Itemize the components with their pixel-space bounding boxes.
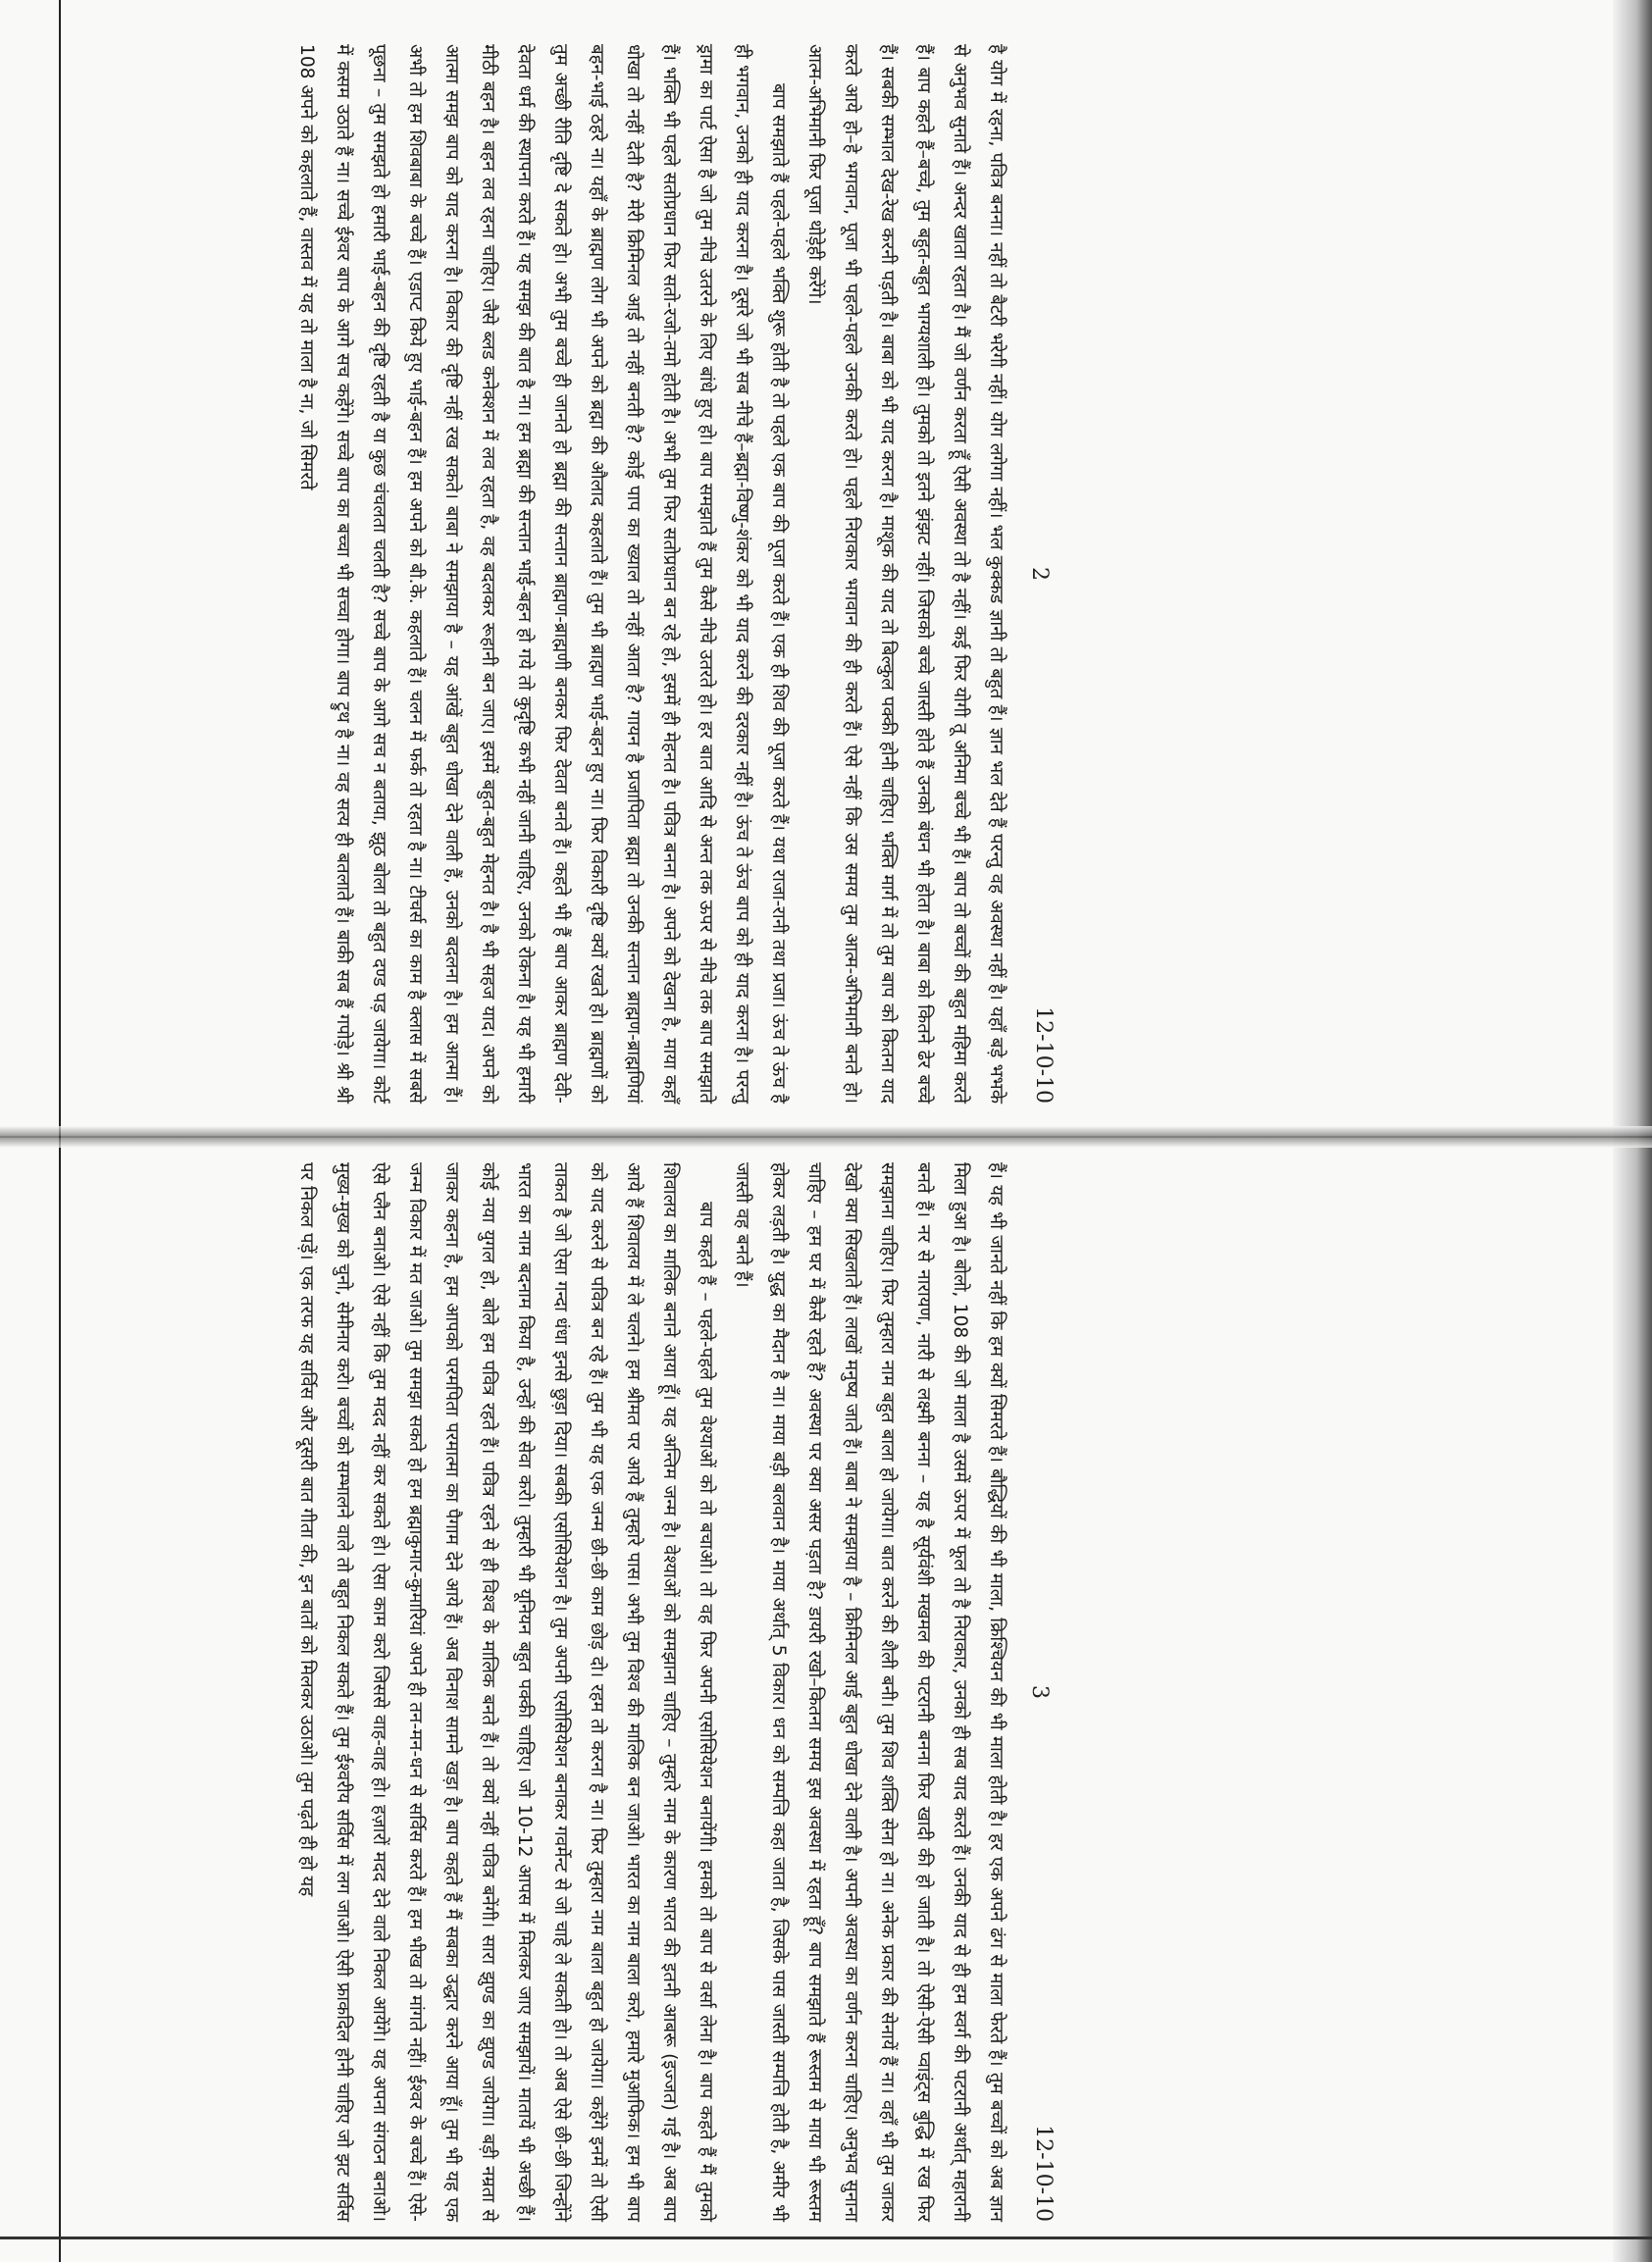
paragraph: बाप कहते हैं – पहले-पहले तुम वेश्याओं को तो बचाओ। तो वह फिर अपनी एसोसियेशन बनायेंगी। हमको तो बाप से वर्सा लेना है। बाप कहते हैं मैं तुमको शिवालय का मालिक बनाने आया हूँ। यह अन्तिम जन्म है। वेश्याओं को समझाना चाहिए – तुम्हारे नाम के कारण भारत की इतनी आबरू (इज्जत) गई है। अब बाप आये हैं शिवालय में ले चलने। हम श्रीमत पर आये हैं तुम्हारे पास। अभी तुम विश्व की मालिक बन जाओ। भारत का नाम बाला करो, हमारे मुआफिक। हम भी बाप को याद करने से पवित्र बन रहे हैं। तुम भी यह एक जन्म छी-छी काम छोड़ दो। रहम तो करना है ना। फिर तुम्हारा नाम बाला बहुत हो जायेगा। कहेंगे इनमें तो ऐसी ताकत है जो ऐसा गन्दा धंधा इनसे छुड़ा दिया। सबकी एसोसियेशन है। तुम अपनी एसोसियेशन बनाकर गवर्मेन्ट से जो चाहे ले सकती हो। तो अब ऐसे छी-छी जिन्होंने भारत का नाम बदनाम किया है, उन्हों की सेवा करो। तुम्हारी भी यूनियन बहुत पक्की चाहिए। जो 10-12 आपस में मिलकर जाए समझायें। मातायें भी अच्छी हैं। कोई नया युगल हो, बोले हम पवित्र रहते हैं। पवित्र रहने से ही विश्व के मालिक बनते हैं। तो क्यों नहीं पवित्र बनेंगी। सारा झुण्ड का झुण्ड जायेगा। बड़ी नम्रता से जाकर कहना है, हम आपको परमपिता परमात्मा का पैगाम देने आये हैं। अब विनाश सामने खड़ा है। बाप कहते हैं मैं सबका उद्धार करने आया हूँ। तुम भी यह एक जन्म विकार में मत जाओ। तुम समझा सकते हो हम ब्रह्माकुमार-कुमारियां अपने ही तन-मन-धन से सर्विस करते हैं। हम भीख तो मांगते नहीं। ईश्वर के बच्चे हैं। ऐसे-ऐसे प्लैन बनाओ। ऐसे नहीं कि तुम मदद नहीं कर सकते हो। ऐसा काम करो जिससे वाह-वाह हो। हज़ारों मदद देने वाले निकल आयेंगे। यह अपना संगठन बनाओ। मुख्य-मुख्य को चुनो, सेमीनार करो। बच्चों को सम्भालने वाले तो बहुत निकल सकते हैं। तुम ईश्वरीय सर्विस में लग जाओ। ऐसी फ्राकदिल होनी चाहिए जो झट सर्विस पर निकल पड़ें। एक तरफ यह सर्विस और दूसरी बात गीता की, इन बातों को मिलकर उठाओ। तुम पढ़ते ही हो यह — [296, 1162, 716, 2222]
page-body — [0, 44, 1014, 1104]
page-date: 12-10-10 — [1031, 2125, 1056, 2222]
page-body — [0, 1162, 1014, 2222]
page-2 — [0, 25, 1069, 1123]
paragraph: बाप समझाते हैं पहले-पहले भक्ति शुरू होती है तो पहले एक बाप की पूजा करते हैं। एक ही शिव की पूजा करते हैं। यथा राजा-रानी तथा प्रजा। ऊंच ते ऊंच है ही भगवान, उनको ही याद करना है। दूसरे जो भी सब नीचे हैं–ब्रह्मा-विष्णु-शंकर को भी याद करने की दरकार नहीं है। ऊंच ते ऊंच बाप को ही याद करना है। परन्तु ड्रामा का पार्ट ऐसा है जो तुम नीचे उतरने के लिए बांधे हुए हो। बाप समझाते हैं तुम कैसे नीचे उतरते हो। हर बात आदि से अन्त तक ऊपर से नीचे तक बाप समझाते हैं। भक्ति भी पहले सतोप्रधान फिर सतो-रजो-तमो होती है। अभी तुम फिर सतोप्रधान बन रहे हो, इसमें ही मेहनत है। पवित्र बनना है। अपने को देखना है, माया कहाँ धोखा तो नहीं देती है? मेरी क्रिमिनल आई तो नहीं बनती है? कोई पाप का ख्याल तो नहीं आता है? गायन है प्रजापिता ब्रह्मा तो उनकी सन्तान ब्राह्मण-ब्राह्मणियां बहन-भाई ठहरे ना। यहाँ के ब्राह्मण लोग भी अपने को ब्रह्मा की औलाद कहलाते हैं। तुम भी ब्राह्मण भाई-बहन हुए ना। फिर विकारी दृष्टि क्यों रखते हो। ब्राह्मणों को तुम अच्छी रीति दृष्टि दे सकते हो। अभी तुम बच्चे ही जानते हो ब्रह्मा की सन्तान ब्राह्मण-ब्राह्मणी बनकर फिर देवता बनते हैं। कहते भी हैं बाप आकर ब्राह्मण देवी-देवता धर्म की स्थापना करते हैं। यह समझ की बात है ना। हम ब्रह्मा की सन्तान भाई-बहन हो गये तो कुदृष्टि कभी नहीं जानी चाहिए, उनको रोकना है। यह भी हमारी मीठी बहन है। बहन लव रहना चाहिए। जैसे ब्लड कनेक्शन में लव रहता है, वह बदलकर रूहानी बन जाए। इसमें बहुत-बहुत मेहनत है। है भी सहज याद। अपने को आत्मा समझ बाप को याद करना है। विकार की दृष्टि नहीं रख सकते। बाबा ने समझाया है – यह आंखें बहुत धोखा देने वाली हैं, उनको बदलना है। हम आत्मा हैं। अभी तो हम शिवबाबा के बच्चे हैं। एडाप्ट किये हुए भाई-बहन हैं। हम अपने को बी.के. कहलाते हैं। चलन में फर्क तो रहता है ना। टीचर्स का काम है क्लास में सबसे पूछना – तुम समझते हो हमारी भाई-बहन की दृष्टि रहती है या कुछ चंचलता चलती है? सच्चे बाप के आगे सच न बताया, झूठ बोला तो बहुत दण्ड पड़ जायेगा। कोर्ट में कसम उठाते हैं ना। सच्चे ईश्वर बाप के आगे सच कहेंगे। सच्चे बाप का बच्चा भी सच्चा होगा। बाप ट्रुथ है ना। वह सत्य ही बतलाते हैं। बाकी सब हैं गपोड़े। श्री श्री 108 अपने को कहलाते हैं, वास्तव में यह तो माला है ना, जो सिमरते — [296, 44, 789, 1104]
paragraph: हैं। यह भी जानते नहीं कि हम क्यों सिमरते हैं। बौद्धियों की भी माला, क्रिश्चियन की भी माला होती है। हर एक अपने ढंग से माला फेरते हैं। तुम बच्चों को अब ज्ञान मिला हुआ है। बोलो, 108 की जो माला है उसमें ऊपर में फूल तो है निराकार, उनको ही सब याद करते हैं। उनकी याद से ही हम स्वर्ग की पटरानी अर्थात् महारानी बनते हैं। नर से नारायण, नारी से लक्ष्मी बनना – यह है सूर्यवंशी मखमल की पटरानी बनना फिर खादी की हो जाती है। तो ऐसी-ऐसी प्वाइंट्स बुद्धि में रख फिर समझाना चाहिए। फिर तुम्हारा नाम बहुत बाला हो जायेगा। बात करने की शैली बनी। तुम शिव शक्ति सेना हो ना। अनेक प्रकार की सेनायें हैं ना। वहाँ भी तुम जाकर देखो क्या सिखलाते हैं। लाखों मनुष्य जाते हैं। बाबा ने समझाया है – क्रिमिनल आई बहुत धोखा देने वाली है। अपनी अवस्था का वर्णन करना चाहिए। अनुभव सुनाना चाहिए – हम घर में कैसे रहते हैं? अवस्था पर क्या असर पड़ता है? डायरी रखो–कितना समय इस अवस्था में रहता हूँ? बाप समझाते हैं रूस्तम से माया भी रूस्तम होकर लड़ती है। युद्ध का मैदान है ना। माया बड़ी बलवान है। माया अर्थात् 5 विकार। धन को सम्पत्ति कहा जाता है, जिसके पास जास्ती सम्पत्ति होती है, अमीर भी जास्ती वह बनते हैं। — [732, 1162, 1007, 2222]
page-number: 3 — [1027, 1685, 1052, 1699]
paragraph: है योग में रहना, पवित्र बनना। नहीं तो बैटरी भरेगी नहीं। योग लगेगा नहीं। भल कुक्कड ज्ञानी तो बहुत हैं। ज्ञान भल देते हैं परन्तु वह अवस्था नहीं है। यहाँ बड़े भभके से अनुभव सुनाते हैं। अन्दर खाता रहता है। मैं जो वर्णन करता हूँ ऐसी अवस्था तो है नहीं। कई फिर योगी तू अनिमा बच्चे भी हैं। बाप तो बच्चों की बहुत महिमा करते हैं। बाप कहते हैं–बच्चे, तुम बहुत-बहुत भाग्यशाली हो। तुमको तो इतने झंझट नहीं। जिसको बच्चे जास्ती होते हैं उनको बंधन भी होता है। बाबा को कितने ढेर बच्चे हैं। सबकी सम्भाल देख-रेख करनी पड़ती है। बाबा को भी याद करना है। माशूक की याद तो बिल्कुल पक्की होनी चाहिए। भक्ति मार्ग में तो तुम बाप को कितना याद करते आये हो–हे भगवान, पूजा भी पहले-पहले उनकी करते हो। पहले निराकार भगवान की ही करते हैं। ऐसे नहीं कि उस समय तुम आत्म-अभिमानी बनते हो। आत्म-अभिमानी फिर पूजा थोड़ेही करेंगे। — [804, 44, 1007, 1105]
page-date: 12-10-10 — [1031, 1006, 1056, 1104]
page-3 — [0, 1143, 1069, 2241]
page-number: 2 — [1027, 567, 1052, 581]
